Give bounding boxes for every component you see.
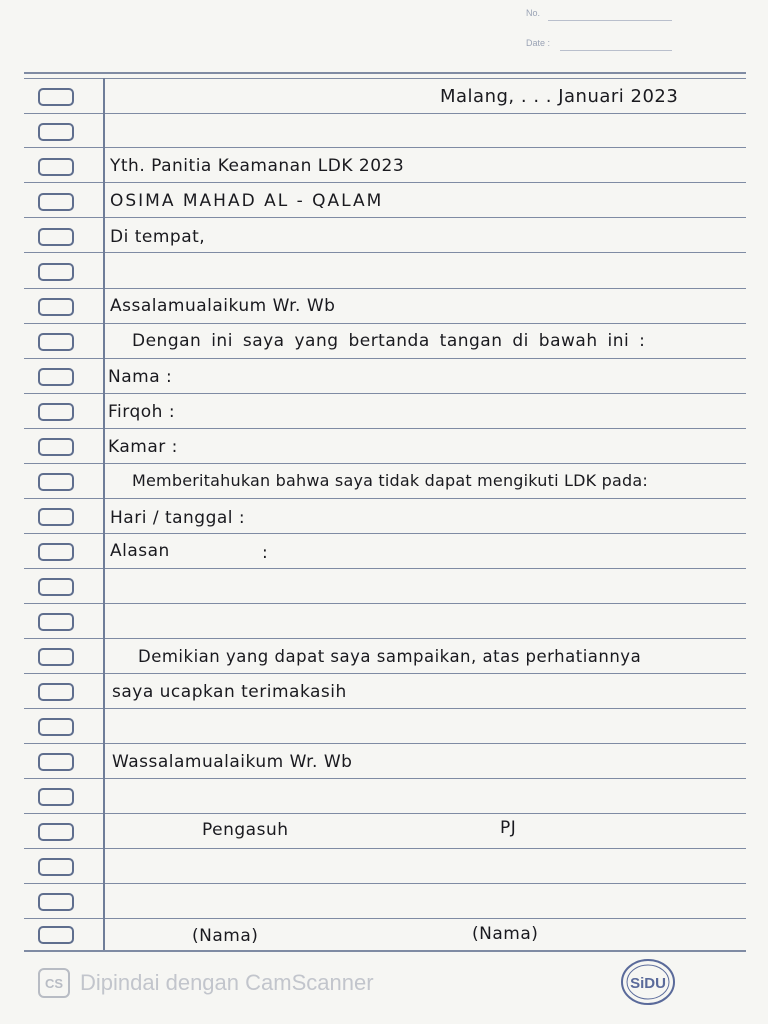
binder-ring: [38, 403, 74, 421]
sidu-brand-logo: [620, 957, 676, 1007]
binder-ring: [38, 753, 74, 771]
rule-line: [24, 778, 746, 779]
rule-line: [24, 288, 746, 289]
rule-line: [24, 393, 746, 394]
field-kamar: Kamar :: [108, 437, 178, 457]
camscanner-logo-icon: CS: [38, 968, 70, 998]
rule-line: [24, 428, 746, 429]
binder-ring: [38, 333, 74, 351]
recipient-line-3: Di tempat,: [110, 227, 206, 247]
binder-ring: [38, 473, 74, 491]
place-date: Malang, . . . Januari 2023: [440, 86, 679, 107]
sidu-logo-text: SiDU: [630, 975, 666, 992]
rule-line: [24, 883, 746, 884]
rule-line: [24, 252, 746, 253]
margin-line: [103, 78, 105, 950]
binder-ring: [38, 823, 74, 841]
signature-name-left: (Nama): [192, 926, 259, 946]
binder-ring: [38, 578, 74, 596]
binder-ring: [38, 718, 74, 736]
no-underline: [548, 20, 672, 21]
rule-line: [24, 113, 746, 114]
recipient-line-2: OSIMA MAHAD AL - QALAM: [110, 191, 384, 211]
binder-ring: [38, 193, 74, 211]
farewell: Wassalamualaikum Wr. Wb: [112, 752, 353, 772]
no-label: No.: [526, 8, 541, 18]
rule-line: [24, 950, 746, 952]
rule-line: [24, 568, 746, 569]
field-nama: Nama :: [108, 367, 173, 387]
intro-statement: Dengan ini saya yang bertanda tangan di bawah ini :: [132, 331, 646, 351]
binder-ring: [38, 543, 74, 561]
field-hari-tanggal: Hari / tanggal :: [110, 508, 246, 528]
binder-ring: [38, 123, 74, 141]
rule-line: [24, 638, 746, 639]
binder-ring: [38, 893, 74, 911]
scanner-text: Dipindai dengan CamScanner: [80, 970, 374, 995]
binder-ring: [38, 508, 74, 526]
rule-line: [24, 358, 746, 359]
rule-line: [24, 147, 746, 148]
greeting: Assalamualaikum Wr. Wb: [110, 296, 336, 316]
binder-ring: [38, 683, 74, 701]
binder-ring: [38, 648, 74, 666]
binder-ring: [38, 88, 74, 106]
rule-line: [24, 498, 746, 499]
binder-ring: [38, 613, 74, 631]
rule-line: [24, 743, 746, 744]
rule-line: [24, 463, 746, 464]
rule-line: [24, 673, 746, 674]
signature-title-left: Pengasuh: [202, 820, 289, 840]
date-underline: [560, 50, 672, 51]
signature-title-right: PJ: [500, 818, 517, 838]
closing-line-2: saya ucapkan terimakasih: [112, 682, 347, 702]
closing-line-1: Demikian yang dapat saya sampaikan, atas perhatiannya: [138, 647, 642, 666]
rule-line: [24, 533, 746, 534]
binder-ring: [38, 263, 74, 281]
rule-line: [24, 182, 746, 183]
binder-ring: [38, 438, 74, 456]
field-firqoh: Firqoh :: [108, 402, 176, 422]
binder-ring: [38, 788, 74, 806]
rule-line: [24, 918, 746, 919]
signature-name-right: (Nama): [472, 924, 539, 944]
top-rule: [24, 72, 746, 74]
binder-ring: [38, 926, 74, 944]
rule-line: [24, 603, 746, 604]
field-alasan: Alasan: [110, 541, 170, 561]
top-rule-2: [24, 78, 746, 79]
rule-line: [24, 813, 746, 814]
notice-statement: Memberitahukan bahwa saya tidak dapat mengikuti LDK pada:: [132, 471, 648, 490]
rule-line: [24, 848, 746, 849]
rule-line: [24, 217, 746, 218]
binder-ring: [38, 158, 74, 176]
binder-ring: [38, 368, 74, 386]
binder-ring: [38, 228, 74, 246]
binder-ring: [38, 858, 74, 876]
rule-line: [24, 708, 746, 709]
scanner-watermark: [38, 968, 374, 998]
rule-line: [24, 323, 746, 324]
recipient-line-1: Yth. Panitia Keamanan LDK 2023: [110, 156, 405, 176]
field-alasan-colon: :: [262, 543, 269, 563]
binder-ring: [38, 298, 74, 316]
date-label: Date :: [526, 38, 551, 48]
